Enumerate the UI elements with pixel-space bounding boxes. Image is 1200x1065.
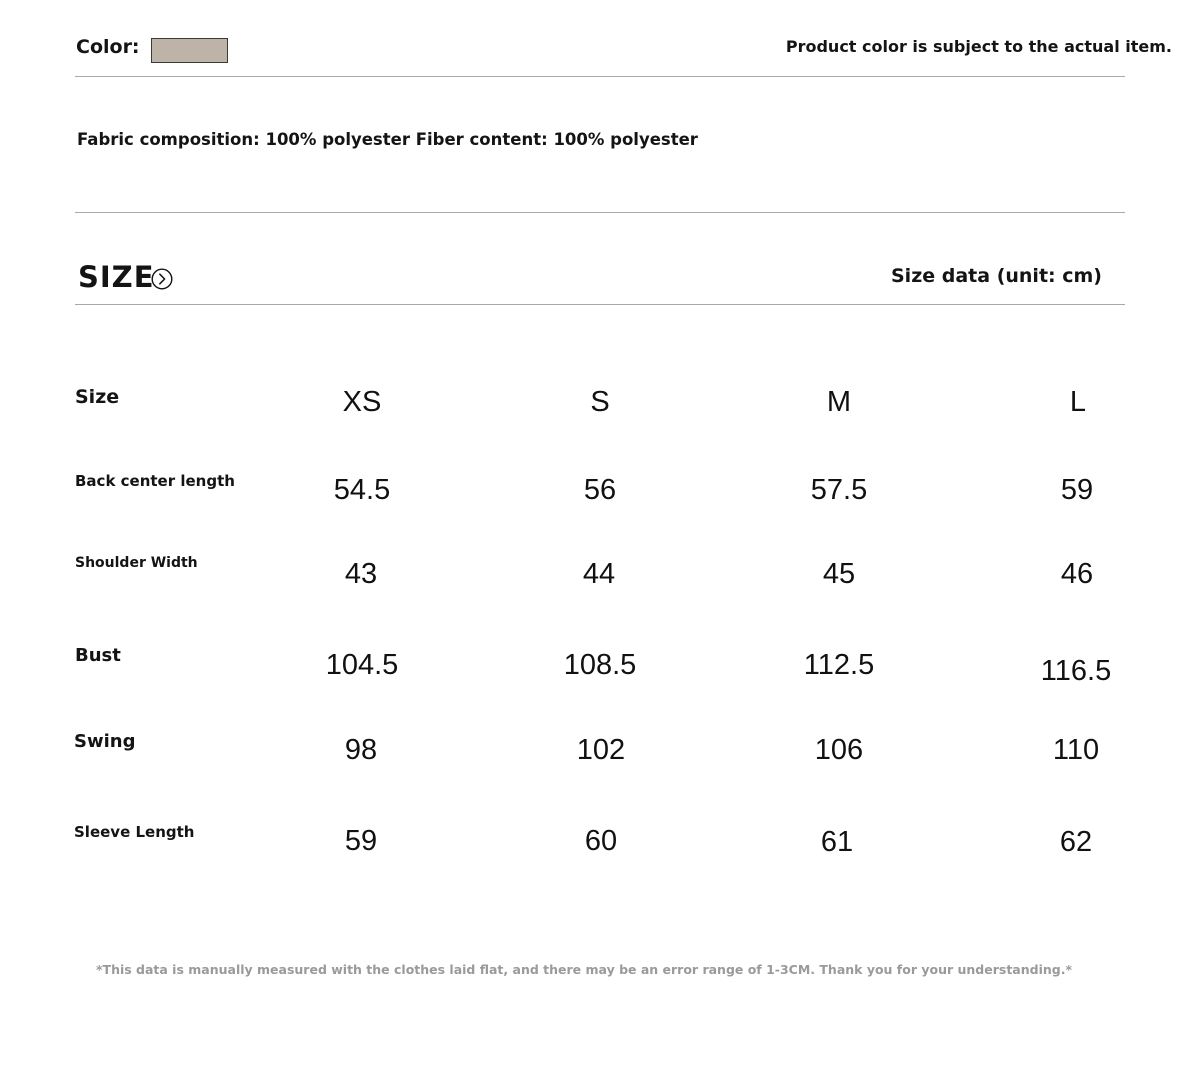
table-cell: 46 xyxy=(1060,558,1094,590)
table-row-label: Bust xyxy=(75,645,121,666)
divider xyxy=(75,304,1125,305)
divider xyxy=(75,212,1125,213)
color-disclaimer: Product color is subject to the actual item. xyxy=(785,37,1172,56)
table-cell: 116.5 xyxy=(1040,655,1112,687)
table-cell: 61 xyxy=(820,826,854,858)
fabric-composition: Fabric composition: 100% polyester Fiber content: 100% polyester xyxy=(77,130,698,149)
table-cell: 45 xyxy=(822,558,856,590)
table-cell: 56 xyxy=(583,474,617,506)
table-row-label: Back center length xyxy=(75,472,235,490)
table-cell: 106 xyxy=(814,734,864,766)
divider xyxy=(75,76,1125,77)
table-row-label: Shoulder Width xyxy=(75,555,198,571)
measurement-footnote: *This data is manually measured with the clothes laid flat, and there may be an error range of 1-3CM. Thank you for your understanding.* xyxy=(96,962,1072,977)
color-swatch xyxy=(151,38,228,63)
table-cell: 59 xyxy=(344,825,378,857)
table-cell: 104.5 xyxy=(325,649,399,681)
size-column-header: XS xyxy=(342,386,382,418)
size-column-header: L xyxy=(1069,386,1087,418)
table-cell: 112.5 xyxy=(803,649,875,681)
size-unit-note: Size data (unit: cm) xyxy=(891,265,1102,287)
color-label: Color: xyxy=(76,36,140,58)
table-cell: 60 xyxy=(584,825,618,857)
table-row-label: Sleeve Length xyxy=(74,823,195,841)
size-column-header: S xyxy=(590,386,610,418)
table-cell: 43 xyxy=(344,558,378,590)
size-header-label: Size xyxy=(75,386,120,408)
table-cell: 108.5 xyxy=(563,649,637,681)
chevron-right-circle-icon xyxy=(151,268,173,290)
table-cell: 102 xyxy=(576,734,626,766)
table-cell: 54.5 xyxy=(333,474,391,506)
table-cell: 57.5 xyxy=(810,474,868,506)
table-cell: 59 xyxy=(1060,474,1094,506)
size-section-title: SIZE xyxy=(78,260,155,294)
table-cell: 98 xyxy=(344,734,378,766)
table-cell: 44 xyxy=(582,558,616,590)
table-row-label: Swing xyxy=(74,731,136,752)
table-cell: 62 xyxy=(1059,826,1093,858)
size-column-header: M xyxy=(826,386,852,418)
table-cell: 110 xyxy=(1052,734,1100,766)
